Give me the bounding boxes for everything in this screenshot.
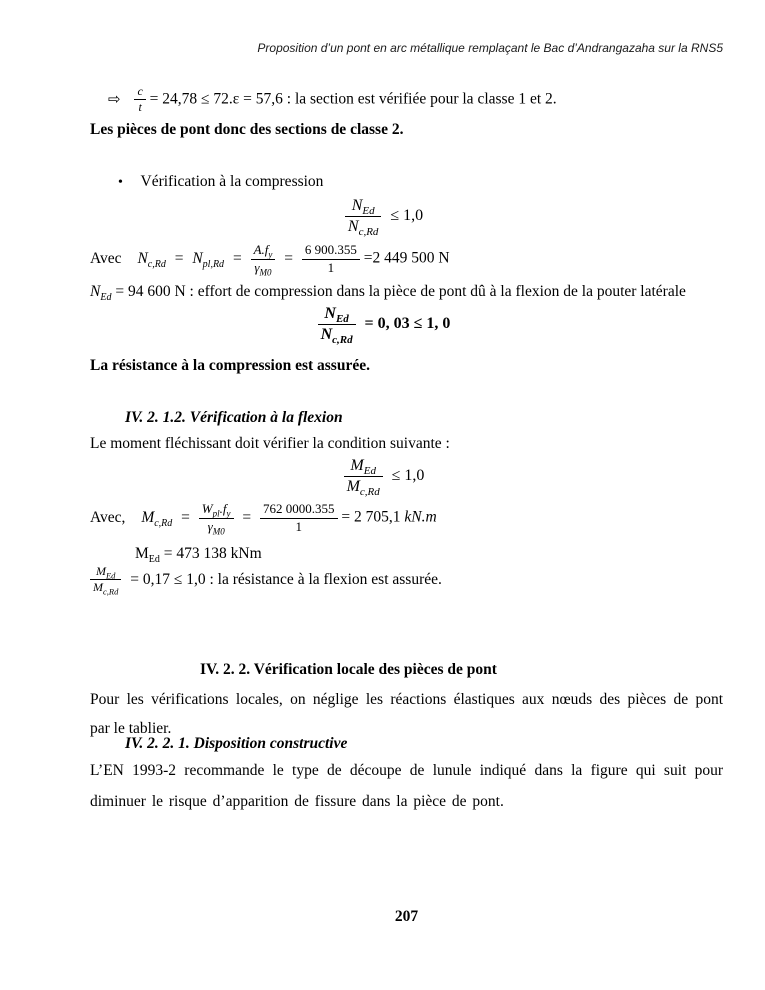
math-symbol: N xyxy=(320,325,333,343)
paragraph-line: diminuer le risque d’apparition de fissure dans la pièce de pont. xyxy=(90,793,504,810)
math-subscript: pl xyxy=(212,508,220,519)
math-symbol: γ xyxy=(207,518,213,534)
paragraph-line: Pour les vérifications locales, on néglige les réactions élastiques aux nœuds des pièces de pont xyxy=(90,691,723,708)
ned-symbol xyxy=(90,283,112,304)
math-symbol: W xyxy=(201,501,213,516)
fraction-denominator xyxy=(344,476,383,499)
fraction-numerator xyxy=(251,243,276,259)
c-over-t-fraction xyxy=(134,85,145,115)
math-subscript: c,Rd xyxy=(332,334,353,347)
fraction-denominator xyxy=(251,259,276,276)
flexion-avec-result: = 2 705,1 xyxy=(341,508,405,526)
math-subscript: Ed xyxy=(363,465,376,478)
page-header: Proposition d’un pont en arc métallique remplaçant le Bac d’Andrangazaha sur la RNS5 xyxy=(257,41,723,55)
math-subscript: M0 xyxy=(212,526,225,537)
paragraph-line: par le tablier. xyxy=(90,720,172,737)
math-subscript: Ed xyxy=(148,554,160,566)
class-check-line xyxy=(90,85,741,115)
flexion-criterion-formula xyxy=(90,457,683,499)
med-symbol xyxy=(135,545,160,566)
math-symbol: M xyxy=(141,508,155,526)
nplrd-symbol xyxy=(192,249,225,270)
ncrd-symbol xyxy=(137,249,166,270)
afy-over-gamma-fraction xyxy=(251,242,276,278)
avec-label: Avec, xyxy=(90,508,126,526)
equals-sign: = xyxy=(181,508,190,526)
math-symbol: N xyxy=(351,197,363,214)
med-line xyxy=(135,545,262,566)
equals-sign: = xyxy=(284,249,293,267)
equals-sign: = xyxy=(242,508,252,526)
en-paragraph xyxy=(90,755,723,817)
flexion-ratio-text: = 0,17 ≤ 1,0 : la résistance à la flexion est assurée. xyxy=(130,570,442,588)
med-over-mcrd-fraction xyxy=(90,565,121,595)
fraction-denominator: 1 xyxy=(302,259,360,276)
fraction-numerator xyxy=(318,305,356,324)
math-subscript: Ed xyxy=(335,313,349,326)
fraction-denominator: t xyxy=(134,99,145,114)
math-subscript: c,Rd xyxy=(103,586,119,597)
math-symbol: N xyxy=(192,249,203,267)
ncrd-value-fraction xyxy=(302,243,360,275)
ned-definition-line xyxy=(90,283,723,304)
math-symbol: N xyxy=(90,283,101,300)
flexion-ratio-line xyxy=(90,565,723,595)
compression-conclusion: La résistance à la compression est assurée. xyxy=(90,357,370,374)
fraction-numerator xyxy=(199,502,234,518)
math-subscript: c,Rd xyxy=(154,517,173,529)
flexion-heading: IV. 2. 1.2. Vérification à la flexion xyxy=(125,409,343,426)
compression-avec-line xyxy=(90,242,723,278)
fraction-denominator xyxy=(90,579,121,597)
math-symbol: M xyxy=(95,564,106,578)
paragraph-line: L’EN 1993-2 recommande le type de découpe de lunule indiqué dans la figure qui suit pour xyxy=(90,762,723,779)
math-subscript: pl,Rd xyxy=(202,258,225,270)
implies-arrow-icon: ⇨ xyxy=(108,89,121,108)
math-subscript: c,Rd xyxy=(147,258,166,270)
math-symbol: A.f xyxy=(253,242,269,257)
fraction-numerator xyxy=(344,457,383,476)
math-symbol: .f xyxy=(219,501,227,516)
fraction-numerator: 762 0000.355 xyxy=(263,501,335,516)
avec-result: =2 449 500 N xyxy=(363,249,450,267)
math-subscript: Ed xyxy=(362,205,375,218)
fraction-numerator: c xyxy=(137,84,143,98)
compression-criterion-formula xyxy=(90,197,683,239)
flexion-avec-unit: kN.m xyxy=(404,508,437,526)
math-symbol: M xyxy=(135,545,149,562)
med-text: = 473 138 kNm xyxy=(159,545,262,562)
compression-title: Vérification à la compression xyxy=(140,173,324,190)
math-subscript: Ed xyxy=(105,570,116,581)
compression-ratio-formula xyxy=(90,305,683,347)
fraction-denominator xyxy=(199,518,234,535)
local-heading: IV. 2. 2. Vérification locale des pièces de pont xyxy=(200,661,497,678)
criterion-rhs: ≤ 1,0 xyxy=(390,206,424,224)
math-subscript: y xyxy=(268,249,273,260)
class-conclusion: Les pièces de pont donc des sections de classe 2. xyxy=(90,121,404,138)
ned-text: = 94 600 N : effort de compression dans la pièce de pont dû à la flexion de la pouter latérale xyxy=(115,283,686,300)
fraction-denominator xyxy=(345,216,382,239)
math-symbol: N xyxy=(137,249,148,267)
ratio-rhs: = 0, 03 ≤ 1, 0 xyxy=(364,314,451,332)
avec-label: Avec xyxy=(90,249,122,267)
flexion-avec-line xyxy=(90,501,723,537)
bullet-icon: • xyxy=(118,175,123,190)
fraction-denominator: 1 xyxy=(260,518,338,535)
mcrd-value-fraction xyxy=(260,502,338,534)
equals-sign: = xyxy=(174,249,184,267)
med-over-mcrd-fraction xyxy=(344,457,383,499)
page-number: 207 xyxy=(394,908,419,925)
equals-sign: = xyxy=(232,249,242,267)
math-symbol: M xyxy=(346,477,360,495)
math-subscript: M0 xyxy=(259,267,272,278)
math-subscript: c,Rd xyxy=(359,486,380,499)
ned-over-ncrd-fraction xyxy=(318,305,356,347)
fraction-numerator: 6 900.355 xyxy=(304,242,357,257)
compression-bullet-item xyxy=(90,173,751,191)
fraction-numerator xyxy=(90,565,121,579)
flexion-intro: Le moment fléchissant doit vérifier la condition suivante : xyxy=(90,435,450,452)
math-symbol: M xyxy=(350,457,364,474)
math-symbol: M xyxy=(93,580,103,595)
math-subscript: y xyxy=(226,508,231,519)
class-check-text: = 24,78 ≤ 72.ε = 57,6 : la section est vérifiée pour la classe 1 et 2. xyxy=(149,90,557,108)
mcrd-symbol xyxy=(141,508,173,529)
math-subscript: Ed xyxy=(100,292,112,304)
criterion-rhs: ≤ 1,0 xyxy=(391,466,425,484)
math-subscript: c,Rd xyxy=(358,226,379,239)
disposition-heading: IV. 2. 2. 1. Disposition constructive xyxy=(125,735,348,752)
fraction-denominator xyxy=(318,324,356,347)
ned-over-ncrd-fraction xyxy=(345,197,382,239)
fraction-numerator xyxy=(345,197,382,216)
math-symbol: N xyxy=(324,305,336,322)
wplfy-over-gamma-fraction xyxy=(199,501,234,537)
math-symbol: N xyxy=(347,217,359,235)
math-symbol: γ xyxy=(254,259,260,275)
